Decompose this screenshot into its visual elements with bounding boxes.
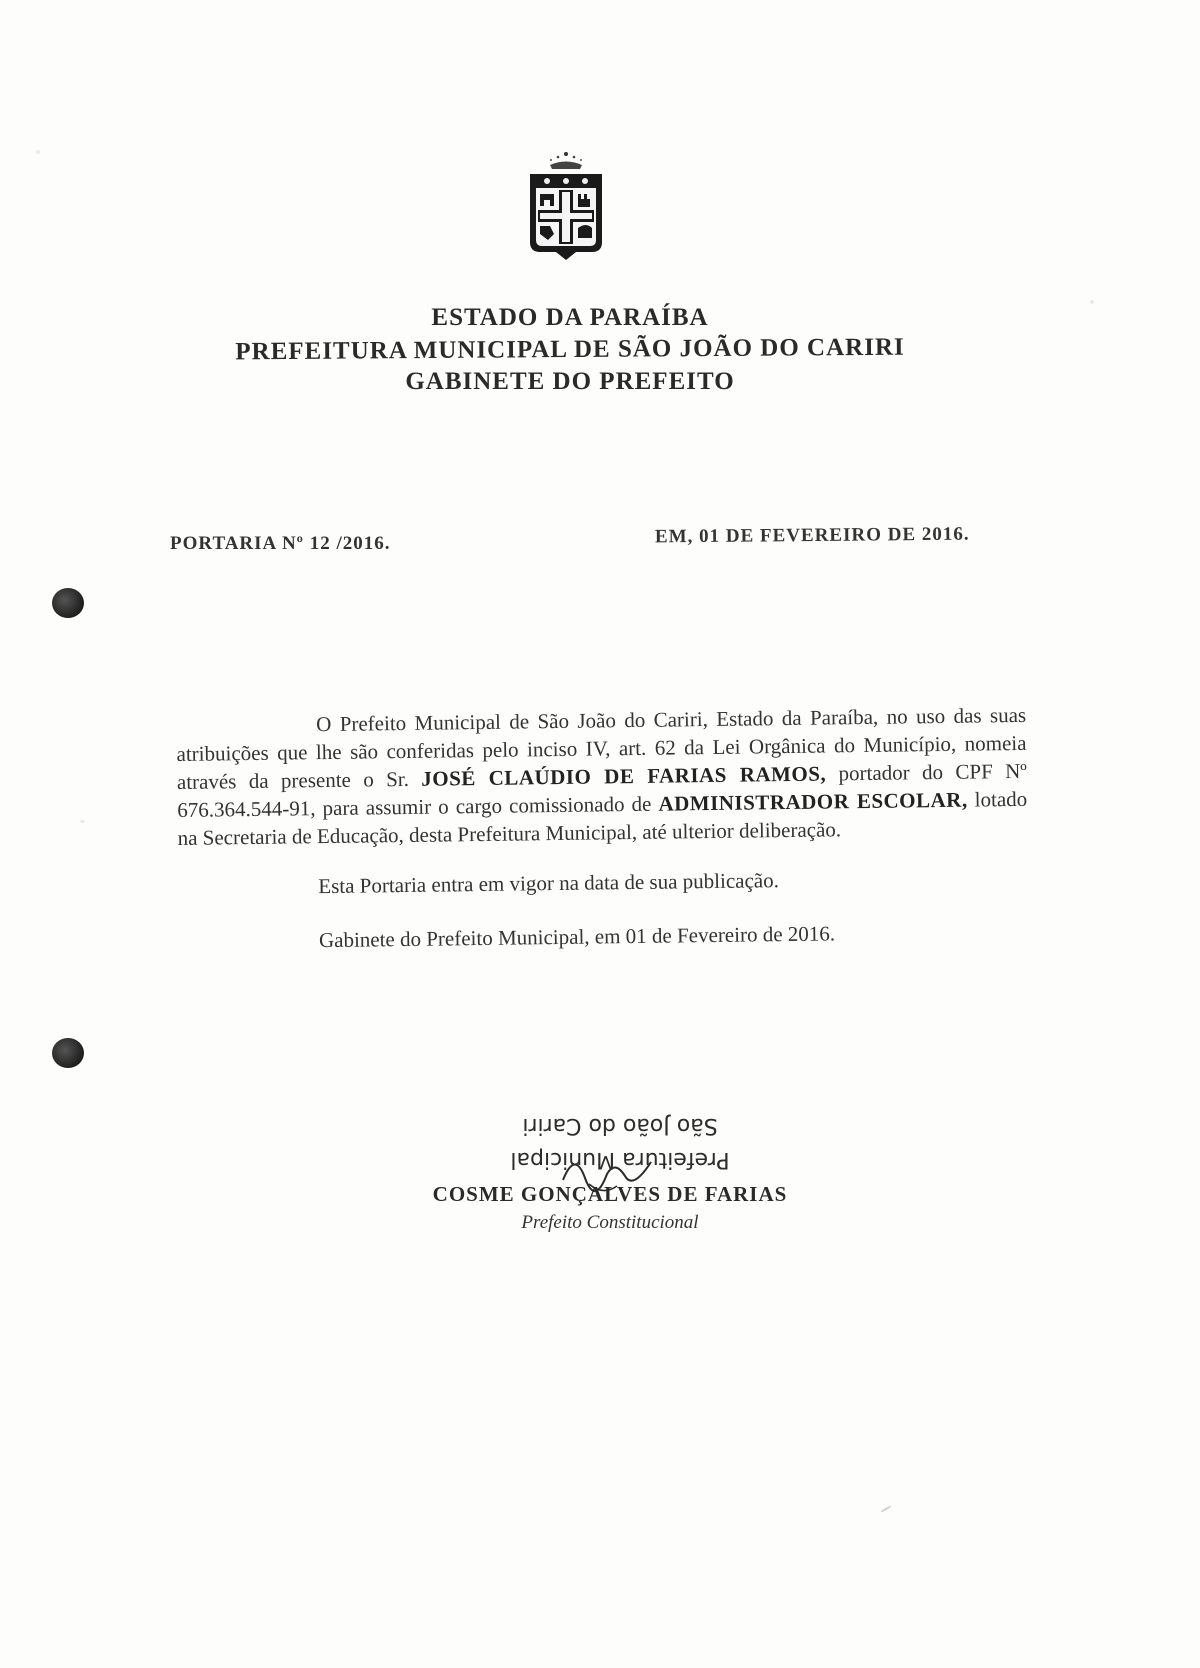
scan-speck bbox=[80, 820, 85, 823]
stamp-line: São João do Cariri bbox=[522, 1113, 718, 1138]
portaria-number: PORTARIA Nº 12 /2016. bbox=[170, 533, 391, 554]
coat-of-arms-icon bbox=[520, 148, 612, 264]
header-gabinete: GABINETE DO PREFEITO bbox=[405, 368, 735, 395]
signer-name: COSME GONÇALVES DE FARIAS bbox=[432, 1182, 788, 1206]
punch-hole bbox=[52, 1038, 84, 1068]
header-prefeitura: PREFEITURA MUNICIPAL DE SÃO JOÃO DO CARIRI bbox=[235, 333, 905, 366]
body-paragraph-validity: Esta Portaria entra em vigor na data de sua publicação. bbox=[318, 868, 780, 899]
body-text: O Prefeito Municipal de São João do Cariri, Estado da Paraíba, no uso das suas atribuições que lhe são conferidas pelo inciso IV, art. 62 da Lei Orgânica do Município, nomeia através da presente o Sr. bbox=[176, 702, 1027, 794]
header-state: ESTADO DA PARAÍBA bbox=[431, 304, 709, 331]
scan-speck bbox=[1090, 300, 1094, 304]
body-text: portador do CPF Nº 676.364.544-91, para assumir o cargo comissionado de bbox=[177, 758, 1028, 822]
stamp-line: Prefeitura Municipal bbox=[510, 1147, 730, 1172]
body-text: lotado na Secretaria de Educação, desta Prefeitura Municipal, até ulterior deliberação. bbox=[177, 786, 1028, 850]
appointed-role: ADMINISTRADOR ESCOLAR, bbox=[658, 787, 968, 816]
portaria-date: EM, 01 DE FEVEREIRO DE 2016. bbox=[654, 523, 970, 548]
signer-role: Prefeito Constitucional bbox=[521, 1212, 699, 1233]
scan-speck bbox=[880, 1505, 891, 1513]
appointee-name: JOSÉ CLAÚDIO DE FARIAS RAMOS, bbox=[421, 761, 827, 791]
punch-hole bbox=[52, 588, 84, 618]
body-paragraph-main bbox=[176, 701, 1028, 852]
scan-speck bbox=[36, 150, 40, 154]
document-body bbox=[176, 701, 1029, 956]
body-paragraph-closing: Gabinete do Prefeito Municipal, em 01 de Fevereiro de 2016. bbox=[318, 921, 836, 953]
